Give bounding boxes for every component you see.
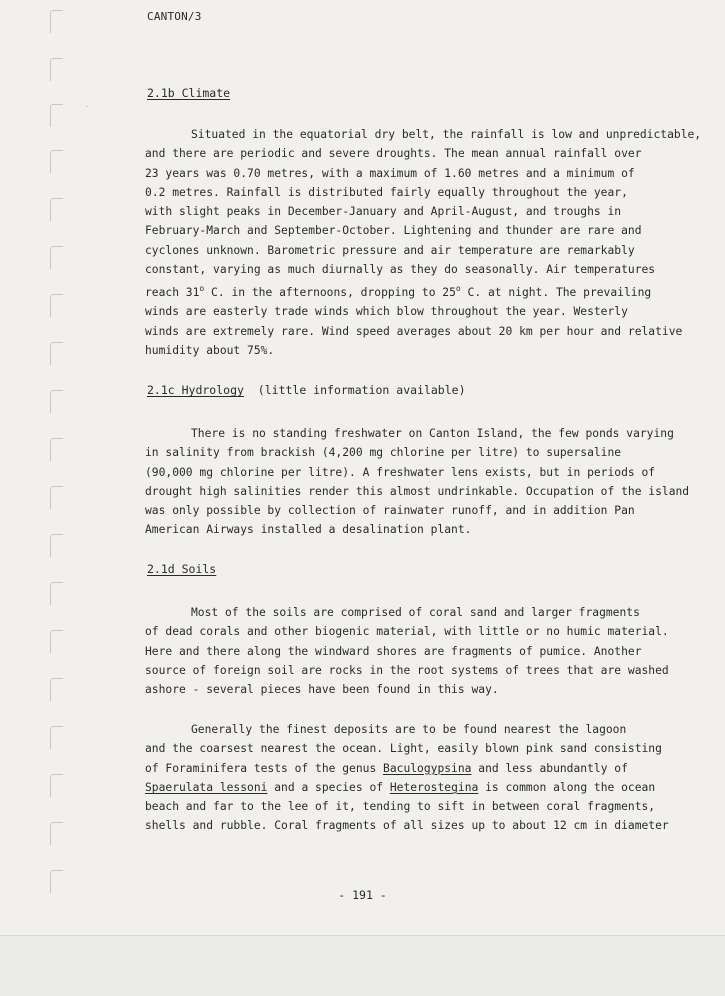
binder-hole — [50, 774, 63, 797]
text-line: beach and far to the lee of it, tending to sift in between coral fragments, — [145, 800, 656, 814]
text-line: humidity about 75%. — [145, 344, 275, 358]
text-line: Generally the finest deposits are to be found nearest the lagoon — [191, 723, 627, 736]
binder-hole — [50, 246, 63, 269]
binder-hole — [50, 294, 63, 317]
page-number: - 191 - — [338, 888, 387, 902]
text-line: Most of the soils are comprised of coral sand and larger fragments — [191, 606, 640, 619]
text-line: was only possible by collection of rainwater runoff, and in addition Pan — [145, 504, 635, 518]
text-line: and the coarsest nearest the ocean. Light, easily blown pink sand consisting — [145, 742, 662, 756]
soils-heading — [147, 562, 216, 576]
binder-hole — [50, 630, 63, 653]
climate-heading — [147, 86, 230, 100]
text-line: ashore - several pieces have been found in this way. — [145, 683, 499, 697]
degree-mark: o — [199, 284, 205, 294]
temp-text-c: C. at night. The prevailing — [460, 286, 652, 300]
text-line: winds are easterly trade winds which blow throughout the year. Westerly — [145, 305, 628, 319]
scan-speck: · — [85, 103, 90, 111]
binder-hole — [50, 342, 63, 365]
binder-hole — [50, 534, 63, 557]
degree-mark: o — [455, 284, 461, 294]
binder-hole — [50, 10, 63, 33]
binder-hole — [50, 582, 63, 605]
binder-hole — [50, 150, 63, 173]
text-line: Here and there along the windward shores are fragments of pumice. Another — [145, 644, 642, 658]
hydrology-paragraph — [145, 424, 697, 540]
binder-hole — [50, 726, 63, 749]
temp-text-b: C. in the afternoons, dropping to 25 — [204, 286, 456, 300]
page-header: CANTON/3 — [147, 10, 202, 23]
hydrology-note: (little information available) — [257, 383, 466, 397]
text-line: and there are periodic and severe droughts. The mean annual rainfall over — [145, 147, 642, 161]
binder-hole — [50, 390, 63, 413]
genus-name: Heterostegina — [389, 780, 479, 794]
text-line: 23 years was 0.70 metres, with a maximum of 1.60 metres and a minimum of — [145, 166, 635, 180]
hydrology-heading-text: 2.1c Hydrology — [147, 383, 244, 397]
soils-paragraph-2 — [145, 720, 697, 836]
text-line: (90,000 mg chlorine per litre). A freshwater lens exists, but in periods of — [145, 465, 656, 479]
text-line — [145, 778, 697, 797]
text-line: Situated in the equatorial dry belt, the rainfall is low and unpredictable, — [191, 128, 702, 141]
climate-heading-text: 2.1b Climate — [147, 86, 231, 100]
binder-hole — [50, 104, 63, 127]
binder-hole — [50, 822, 63, 845]
text-fragment: and less abundantly of — [471, 761, 628, 775]
climate-paragraph — [145, 125, 702, 360]
text-line: of dead corals and other biogenic material, with little or no humic material. — [145, 625, 669, 639]
text-line: constant, varying as much diurnally as they do seasonally. Air temperatures — [145, 263, 656, 277]
hydrology-heading — [147, 383, 466, 397]
text-line: There is no standing freshwater on Canton Island, the few ponds varying — [191, 427, 674, 440]
soils-heading-text: 2.1d Soils — [147, 562, 217, 576]
text-line: with slight peaks in December-January and April-August, and troughs in — [145, 205, 622, 219]
temperature-line — [145, 279, 697, 302]
binder-hole — [50, 198, 63, 221]
text-line: February-March and September-October. Lightening and thunder are rare and — [145, 224, 642, 238]
text-fragment: and a species of — [267, 780, 390, 794]
text-fragment: of Foraminifera tests of the genus — [145, 761, 384, 775]
binder-hole — [50, 486, 63, 509]
text-line: drought high salinities render this almost undrinkable. Occupation of the island — [145, 484, 690, 498]
soils-paragraph-1 — [145, 603, 697, 699]
text-line: shells and rubble. Coral fragments of all sizes up to about 12 cm in diameter — [145, 819, 669, 833]
text-line: American Airways installed a desalination plant. — [145, 523, 472, 537]
text-line: source of foreign soil are rocks in the root systems of trees that are washed — [145, 663, 669, 677]
binder-hole — [50, 678, 63, 701]
binder-hole — [50, 58, 63, 81]
text-line: in salinity from brackish (4,200 mg chlorine per litre) to supersaline — [145, 446, 622, 460]
binder-hole — [50, 438, 63, 461]
binder-holes — [50, 0, 66, 935]
genus-name: Baculogypsina — [383, 761, 472, 775]
text-line: winds are extremely rare. Wind speed averages about 20 km per hour and relative — [145, 324, 683, 338]
text-fragment: is common along the ocean — [478, 780, 656, 794]
text-line — [145, 759, 697, 778]
text-line: 0.2 metres. Rainfall is distributed fairly equally throughout the year, — [145, 185, 628, 199]
temp-text-a: reach 31 — [145, 286, 200, 300]
species-name: Spaerulata lessoni — [145, 780, 268, 794]
text-line: cyclones unknown. Barometric pressure and air temperature are remarkably — [145, 243, 635, 257]
